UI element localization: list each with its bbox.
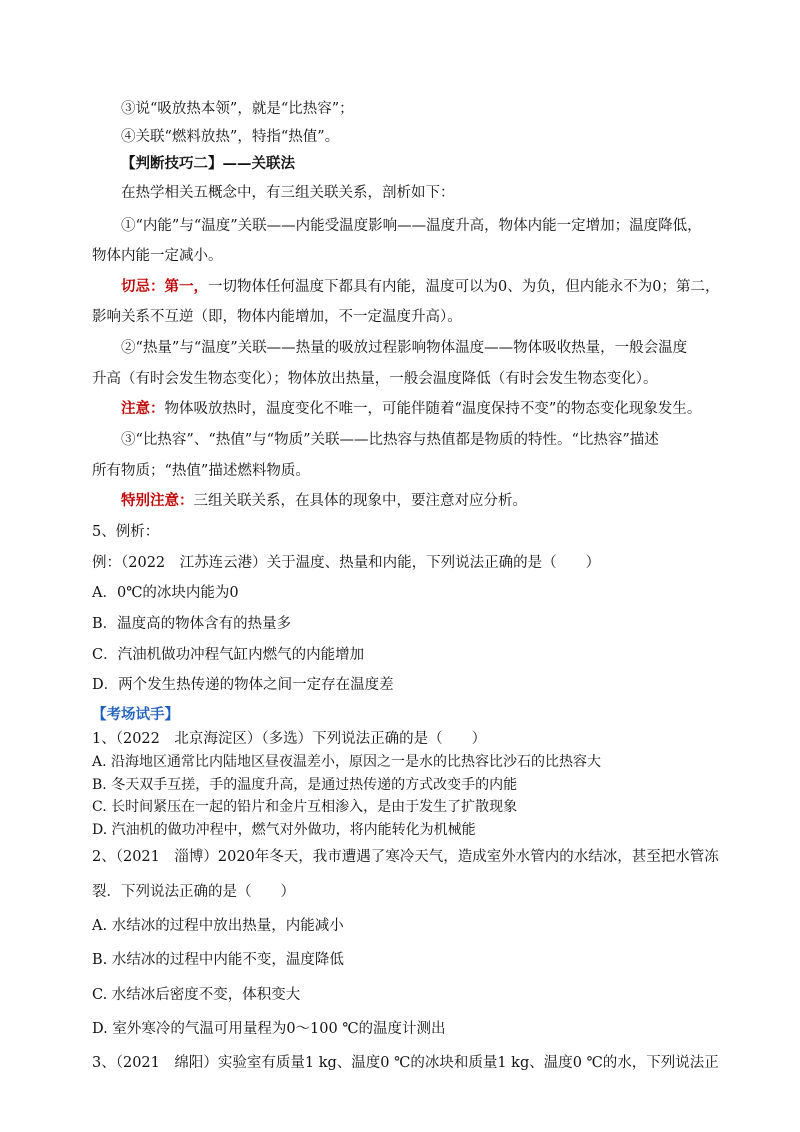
text-line: 物体内能一定减小。 (92, 248, 223, 264)
text-line: 在热学相关五概念中，有三组关联关系，剖析如下： (121, 185, 455, 201)
caution-line (121, 277, 719, 297)
question-option: C. 水结冰后密度不变，体积变大 (92, 987, 301, 1003)
question-option: A. 水结冰的过程中放出热量，内能减小 (92, 918, 344, 934)
text-line: ③说“吸放热本领”，就是“比热容”； (121, 101, 354, 117)
question-option: A. 沿海地区通常比内陆地区昼夜温差小，原因之一是水的比热容比沙石的比热容大 (92, 754, 602, 770)
example-option: B．温度高的物体含有的热量多 (92, 616, 292, 632)
caution-text: 一切物体任何温度下都具有内能，温度可以为0、为负，但内能永不为0；第二， (208, 279, 720, 295)
note-label: 注意： (121, 400, 165, 417)
example-question: 例：（2022 江苏连云港）关于温度、热量和内能，下列说法正确的是（ ） (92, 555, 601, 571)
text-line: 影响关系不互逆（即，物体内能增加，不一定温度升高）。 (92, 309, 462, 325)
question-3: 3、（2021 绵阳）实验室有质量1 kg、温度0 ℃的冰块和质量1 kg、温度0 ℃的水，下列说法正 (92, 1055, 719, 1071)
caution-label: 切忌：第一， (121, 278, 208, 295)
section-heading: 【判断技巧二】——关联法 (121, 155, 295, 172)
special-note-text: 三组关联关系，在具体的现象中，要注意对应分析。 (193, 493, 527, 509)
question-option: B. 冬天双手互搓，手的温度升高，是通过热传递的方式改变手的内能 (92, 777, 518, 793)
example-option: D．两个发生热传递的物体之间一定存在温度差 (92, 677, 394, 693)
question-option: D. 室外寒冷的气温可用量程为0～100 ℃的温度计测出 (92, 1021, 446, 1037)
text-line: ③“比热容”、“热值”与“物质”关联——比热容与热值都是物质的特性。“比热容”描述 (121, 432, 659, 448)
question-option: C. 长时间紧压在一起的铅片和金片互相渗入，是由于发生了扩散现象 (92, 799, 518, 815)
practice-heading: 【考场试手】 (92, 706, 179, 723)
question-1: 1、（2022 北京海淀区）（多选）下列说法正确的是（ ） (92, 731, 487, 747)
question-option: D. 汽油机的做功冲程中，燃气对外做功，将内能转化为机械能 (92, 822, 476, 838)
question-2: 2、（2021 淄博）2020年冬天，我市遭遇了寒冷天气，造成室外水管内的水结冰，甚至把水管冻 (92, 849, 719, 865)
text-line: 裂．下列说法正确的是（ ） (92, 884, 295, 900)
text-line: ①“内能”与“温度”关联——内能受温度影响——温度升高，物体内能一定增加；温度降低， (121, 218, 702, 234)
note-text: 物体吸放热时，温度变化不唯一，可能伴随着“温度保持不变”的物态变化现象发生。 (164, 401, 702, 417)
text-line: 5、例析： (92, 524, 160, 540)
example-option: A．0℃的冰块内能为0 (92, 585, 239, 601)
text-line: ④关联“燃料放热”，特指“热值”。 (121, 129, 340, 145)
question-option: B. 水结冰的过程中内能不变，温度降低 (92, 952, 344, 968)
text-line: 升高（有时会发生物态变化）；物体放出热量，一般会温度降低（有时会发生物态变化）。 (92, 371, 658, 387)
special-note-label: 特别注意： (121, 492, 194, 509)
special-note-line (121, 491, 527, 511)
example-option: C．汽油机做功冲程气缸内燃气的内能增加 (92, 647, 365, 663)
text-line: ②“热量”与“温度”关联——热量的吸放过程影响物体温度——物体吸收热量，一般会温度 (121, 340, 688, 356)
text-line: 所有物质；“热值”描述燃料物质。 (92, 463, 310, 479)
note-line (121, 399, 701, 419)
